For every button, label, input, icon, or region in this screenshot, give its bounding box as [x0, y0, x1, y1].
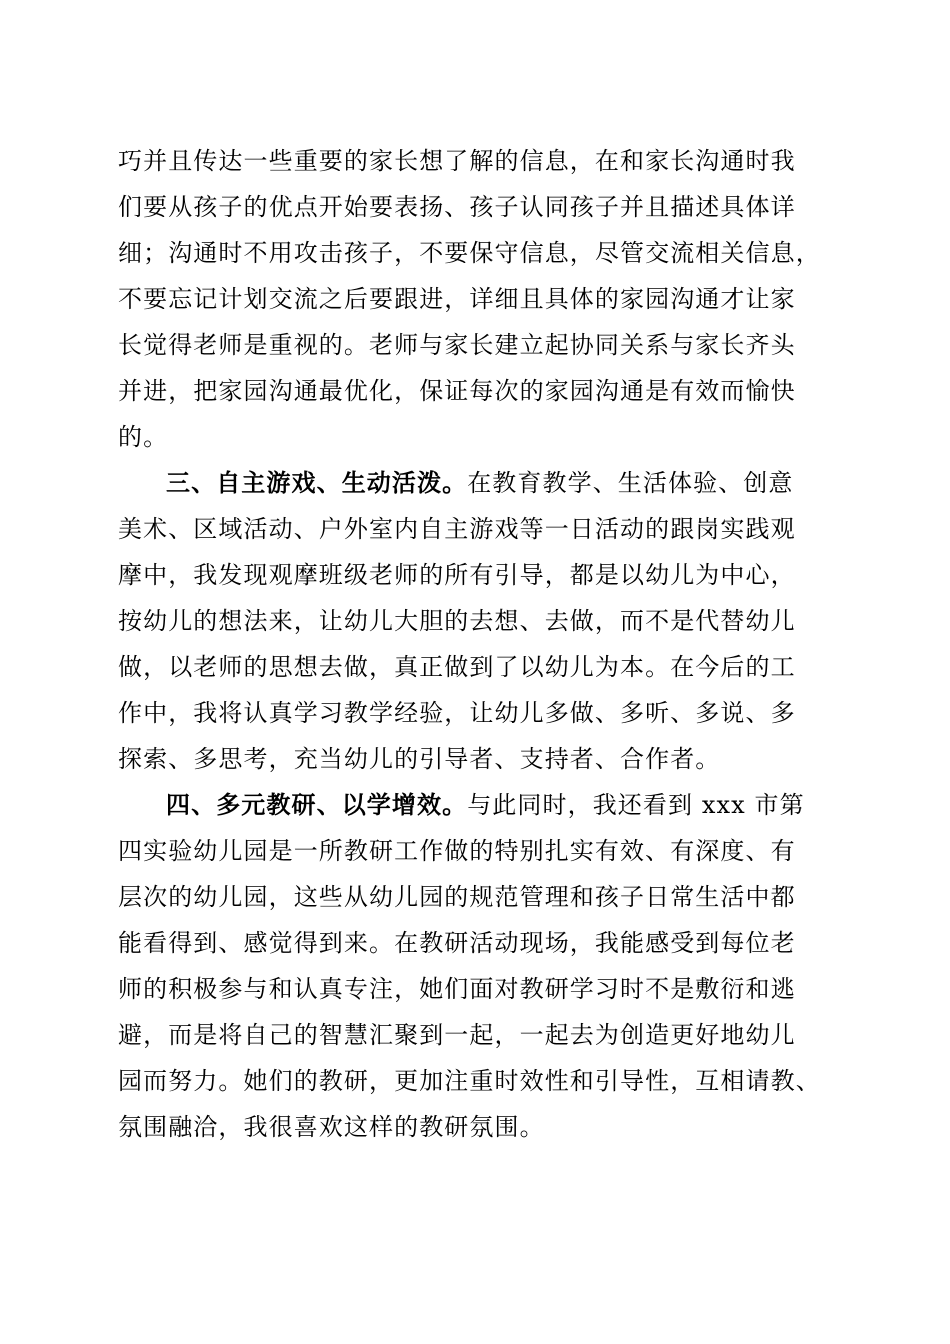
section-3-lead-text: 在教育教学、生活体验、创意 [467, 469, 794, 497]
text-line: 探索、多思考，充当幼儿的引导者、支持者、合作者。 [118, 745, 721, 773]
section-3-heading: 三、自主游戏、生动活泼。 [166, 468, 468, 497]
text-line: 园而努力。她们的教研，更加注重时效性和引导性，互相请教、 [118, 1067, 821, 1095]
text-line: 做，以老师的思想去做，真正做到了以幼儿为本。在今后的工 [118, 653, 796, 681]
text-line: 并进，把家园沟通最优化，保证每次的家园沟通是有效而愉快 [118, 377, 796, 405]
section-4-lead-text: 与此同时，我还看到 xxx 市第 [467, 791, 805, 819]
document-page [118, 138, 838, 1150]
text-line: 能看得到、感觉得到来。在教研活动现场，我能感受到每位老 [118, 929, 796, 957]
section-4-first-line [118, 782, 838, 828]
text-line: 长觉得老师是重视的。老师与家长建立起协同关系与家长齐头 [118, 331, 796, 359]
section-4 [118, 782, 838, 1150]
text-line: 四实验幼儿园是一所教研工作做的特别扎实有效、有深度、有 [118, 837, 796, 865]
section-3 [118, 460, 838, 782]
text-line: 氛围融洽，我很喜欢这样的教研氛围。 [118, 1113, 545, 1141]
text-line: 避，而是将自己的智慧汇聚到一起，一起去为创造更好地幼儿 [118, 1021, 796, 1049]
text-line: 按幼儿的想法来，让幼儿大胆的去想、去做，而不是代替幼儿 [118, 607, 796, 635]
section-4-heading: 四、多元教研、以学增效。 [166, 790, 468, 819]
text-line: 作中，我将认真学习教学经验，让幼儿多做、多听、多说、多 [118, 699, 796, 727]
text-line: 师的积极参与和认真专注，她们面对教研学习时不是敷衍和逃 [118, 975, 796, 1003]
text-line: 的。 [118, 423, 169, 451]
text-line: 不要忘记计划交流之后要跟进，详细且具体的家园沟通才让家 [118, 285, 796, 313]
text-line: 摩中，我发现观摩班级老师的所有引导，都是以幼儿为中心， [118, 561, 796, 589]
paragraph-1 [118, 138, 838, 460]
text-line: 层次的幼儿园，这些从幼儿园的规范管理和孩子日常生活中都 [118, 883, 796, 911]
text-line: 美术、区域活动、户外室内自主游戏等一日活动的跟岗实践观 [118, 515, 796, 543]
text-line: 们要从孩子的优点开始要表扬、孩子认同孩子并且描述具体详 [118, 193, 796, 221]
text-line: 巧并且传达一些重要的家长想了解的信息，在和家长沟通时我 [118, 147, 796, 175]
section-3-first-line [118, 460, 838, 506]
text-line: 细；沟通时不用攻击孩子，不要保守信息，尽管交流相关信息， [118, 239, 821, 267]
